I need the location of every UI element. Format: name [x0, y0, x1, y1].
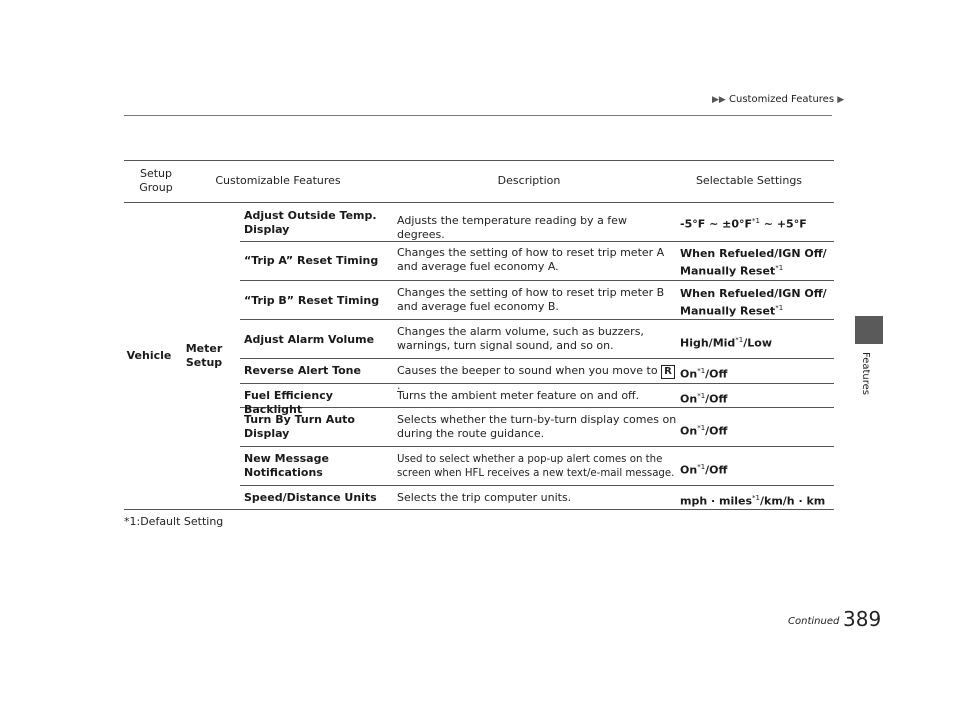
table-row — [240, 203, 834, 242]
breadcrumb-end-arrow: ▶ — [837, 95, 845, 105]
row-feature: Adjust Outside Temp. Display — [244, 209, 377, 236]
row-settings: mph · miles$^{*1}$/km/h · km — [680, 494, 826, 508]
footnote: *1:Default Setting — [124, 515, 224, 528]
table-row — [240, 486, 834, 509]
group-label: Vehicle — [126, 349, 172, 362]
table-row — [240, 384, 834, 416]
breadcrumb — [712, 94, 844, 105]
row-description: Changes the setting of how to reset trip meter B and average fuel economy B. — [397, 286, 665, 313]
section-tab — [855, 316, 883, 344]
row-description: Changes the alarm volume, such as buzzers, warnings, turn signal sound, and so on. — [397, 325, 644, 352]
table-bottom-rule — [124, 509, 834, 510]
row-description: Selects the trip computer units. — [397, 491, 572, 504]
table-row — [240, 320, 834, 359]
row-feature: “Trip B” Reset Timing — [244, 294, 380, 307]
row-settings: On$^{*1}$/Off — [680, 367, 728, 381]
row-settings: When Refueled/IGN Off/ Manually Reset$^{*1}$ — [680, 247, 827, 278]
row-feature: Reverse Alert Tone — [244, 364, 361, 377]
table-row — [240, 242, 834, 281]
breadcrumb-text: Customized Features — [729, 94, 835, 105]
header-features: Customizable Features — [215, 174, 341, 187]
row-description: Adjusts the temperature reading by a few degrees. — [397, 214, 627, 241]
page-number: 389 — [843, 607, 882, 631]
table-row — [240, 408, 834, 447]
table-row — [240, 359, 834, 392]
row-description: Turns the ambient meter feature on and off. — [397, 389, 640, 402]
row-settings: On$^{*1}$/Off — [680, 392, 728, 406]
row-description: Changes the setting of how to reset trip meter A and average fuel economy A. — [397, 246, 665, 273]
reverse-key-icon: R — [661, 365, 675, 379]
row-description: Causes the beeper to sound when you move to R. — [397, 364, 677, 393]
table-body — [124, 203, 834, 509]
header-settings: Selectable Settings — [695, 174, 803, 187]
row-feature: Speed/Distance Units — [244, 491, 377, 504]
row-feature: Turn By Turn Auto Display — [244, 413, 355, 440]
section-label: Features — [860, 352, 871, 395]
row-feature: New Message Notifications — [244, 452, 329, 479]
row-settings: On$^{*1}$/Off — [680, 424, 728, 438]
row-settings: When Refueled/IGN Off/ Manually Reset$^{*1}$ — [680, 287, 827, 318]
continued-label: Continued — [788, 616, 840, 627]
row-settings: -5°F ~ $\pm 0^\circ F^{*1}$ ~ +5°F — [680, 217, 807, 231]
row-description: Selects whether the turn-by-turn display comes on during the route guidance. — [397, 413, 677, 440]
row-feature: Adjust Alarm Volume — [244, 333, 375, 346]
subgroup-label: Meter Setup — [185, 342, 223, 369]
breadcrumb-arrows: ▶▶ — [712, 95, 726, 105]
table-header — [124, 160, 834, 203]
header-description: Description — [497, 174, 561, 187]
table-row — [240, 447, 834, 486]
row-feature: “Trip A” Reset Timing — [244, 254, 379, 267]
row-feature: Fuel Efficiency Backlight — [244, 389, 333, 416]
settings-table — [124, 160, 834, 509]
top-rule — [124, 115, 832, 116]
table-row — [240, 281, 834, 320]
row-description: Used to select whether a pop-up alert comes on the screen when HFL receives a new text/e-mail message. — [397, 454, 675, 479]
row-settings: High/Mid$^{*1}$/Low — [680, 336, 773, 350]
row-settings: On$^{*1}$/Off — [680, 463, 728, 477]
header-setup-group: Setup Group — [139, 167, 173, 194]
